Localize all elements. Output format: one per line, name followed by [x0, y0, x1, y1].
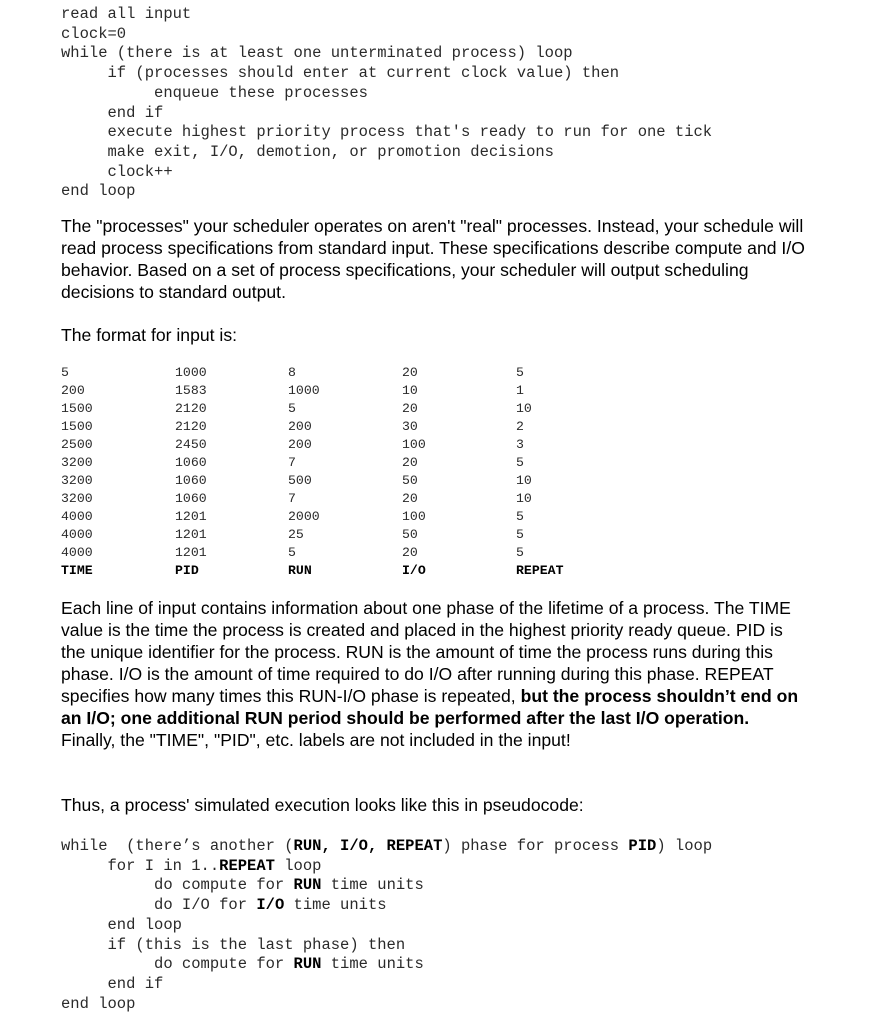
table-cell: 1500: [61, 401, 93, 416]
table-cell: 25: [288, 527, 304, 542]
table-cell: 2000: [288, 509, 320, 524]
table-cell: 200: [288, 437, 312, 452]
column-label-repeat: REPEAT: [516, 563, 564, 578]
table-cell: 7: [288, 491, 296, 506]
table-cell: 20: [402, 365, 418, 380]
scheduler-pseudocode: [61, 5, 712, 202]
code-keyword: REPEAT: [219, 856, 275, 875]
table-row: [61, 436, 596, 454]
table-header-row: [61, 562, 596, 580]
table-cell: 5: [288, 401, 296, 416]
table-cell: 200: [288, 419, 312, 434]
code-text: time units: [321, 876, 424, 895]
column-label-io: I/O: [402, 563, 426, 578]
code-line: read all input: [61, 5, 192, 23]
code-line: clock=0: [61, 24, 127, 43]
input-format-table: [61, 364, 596, 580]
table-cell: 20: [402, 455, 418, 470]
table-cell: 1201: [175, 545, 207, 560]
table-row: [61, 418, 596, 436]
table-cell: 50: [402, 527, 418, 542]
code-line: make exit, I/O, demotion, or promotion decisions: [61, 142, 554, 161]
table-cell: 50: [402, 473, 418, 488]
table-cell: 2500: [61, 437, 93, 452]
code-keyword: PID: [628, 837, 657, 855]
code-line: execute highest priority process that's ready to run for one tick: [61, 123, 713, 142]
table-row: [61, 382, 596, 400]
table-cell: 1500: [61, 419, 93, 434]
table-cell: 10: [516, 473, 532, 488]
table-row: [61, 454, 596, 472]
table-row: [61, 364, 596, 382]
code-text: while (there’s another (: [61, 837, 294, 855]
table-cell: 2: [516, 419, 524, 434]
table-cell: 5: [516, 455, 524, 470]
table-cell: 1583: [175, 383, 207, 398]
table-cell: 20: [402, 545, 418, 560]
paragraph-text: Each line of input contains information about one phase of the lifetime of a process. The TIME value is the time the process is created and placed in the highest priority ready queue. PID is the unique identifier for the process. RUN is the amount of time the process runs during this phase. I/O is the amount of time required to do I/O after running during this phase. REPEAT specifies how many times this RUN-I/O phase is repeated,: [61, 598, 791, 706]
table-row: [61, 508, 596, 526]
column-label-run: RUN: [288, 563, 312, 578]
code-line: end loop: [61, 994, 136, 1013]
emphasis-text: but the process shouldn’t end on an I/O; one additional RUN period should be performed after the last I/O operation.: [61, 686, 799, 728]
code-text: loop: [274, 856, 322, 875]
code-line: while (there is at least one unterminated process) loop: [61, 44, 573, 63]
table-row: [61, 472, 596, 490]
table-cell: 8: [288, 365, 296, 380]
table-cell: 5: [516, 545, 524, 560]
table-cell: 4000: [61, 545, 93, 560]
code-keyword: RUN: [293, 876, 322, 895]
table-cell: 1060: [175, 491, 207, 506]
table-cell: 5: [61, 365, 69, 380]
code-line: end loop: [61, 182, 136, 201]
code-keyword: I/O: [256, 896, 285, 915]
table-cell: 20: [402, 491, 418, 506]
table-cell: 3200: [61, 473, 93, 488]
code-text: for I in 1..: [61, 856, 220, 875]
column-label-time: TIME: [61, 563, 93, 578]
table-cell: 4000: [61, 527, 93, 542]
table-cell: 1000: [175, 365, 207, 380]
table-cell: 2120: [175, 419, 207, 434]
pseudocode-intro: Thus, a process' simulated execution looks like this in pseudocode:: [61, 795, 584, 815]
table-cell: 2450: [175, 437, 207, 452]
table-cell: 4000: [61, 509, 93, 524]
table-cell: 100: [402, 437, 426, 452]
table-cell: 5: [516, 509, 524, 524]
table-cell: 1: [516, 383, 524, 398]
table-cell: 7: [288, 455, 296, 470]
code-line: end if: [61, 974, 164, 993]
code-text: time units: [284, 896, 387, 915]
table-row: [61, 526, 596, 544]
table-cell: 200: [61, 383, 85, 398]
table-cell: 3200: [61, 455, 93, 470]
code-line: end loop: [61, 915, 182, 934]
table-cell: 2120: [175, 401, 207, 416]
table-cell: 500: [288, 473, 312, 488]
code-text: do I/O for: [61, 896, 257, 915]
code-keyword: RUN: [293, 955, 322, 974]
code-line: enqueue these processes: [61, 83, 368, 102]
code-line: if (this is the last phase) then: [61, 935, 406, 954]
table-cell: 5: [288, 545, 296, 560]
intro-paragraph: The "processes" your scheduler operates on aren't "real" processes. Instead, your schedule will read process specifications from standard input. These specifications describe compute and I/O behavior. Based on a set of process specifications, your scheduler will output scheduling decisions to standard output.: [61, 216, 805, 302]
code-keyword: RUN, I/O, REPEAT: [293, 837, 443, 855]
paragraph-text: Finally, the "TIME", "PID", etc. labels are not included in the input!: [61, 730, 571, 750]
table-cell: 30: [402, 419, 418, 434]
code-text: ) loop: [656, 837, 713, 855]
table-cell: 100: [402, 509, 426, 524]
table-cell: 3: [516, 437, 524, 452]
code-line: end if: [61, 103, 164, 122]
table-cell: 10: [516, 401, 532, 416]
table-cell: 10: [402, 383, 418, 398]
table-cell: 1201: [175, 509, 207, 524]
code-text: do compute for: [61, 876, 294, 895]
process-pseudocode: [61, 837, 712, 1014]
column-label-pid: PID: [175, 563, 199, 578]
table-row: [61, 400, 596, 418]
input-description-paragraph: [61, 597, 806, 751]
table-row: [61, 490, 596, 508]
table-cell: 1201: [175, 527, 207, 542]
table-cell: 1060: [175, 473, 207, 488]
code-text: time units: [321, 955, 424, 974]
code-line: clock++: [61, 162, 173, 181]
table-cell: 3200: [61, 491, 93, 506]
table-cell: 5: [516, 365, 524, 380]
table-cell: 1000: [288, 383, 320, 398]
code-text: do compute for: [61, 955, 294, 974]
format-intro: The format for input is:: [61, 325, 238, 345]
table-row: [61, 544, 596, 562]
table-cell: 20: [402, 401, 418, 416]
code-line: if (processes should enter at current clock value) then: [61, 64, 620, 83]
table-cell: 5: [516, 527, 524, 542]
table-cell: 1060: [175, 455, 207, 470]
table-cell: 10: [516, 491, 532, 506]
code-text: ) phase for process: [442, 837, 629, 855]
